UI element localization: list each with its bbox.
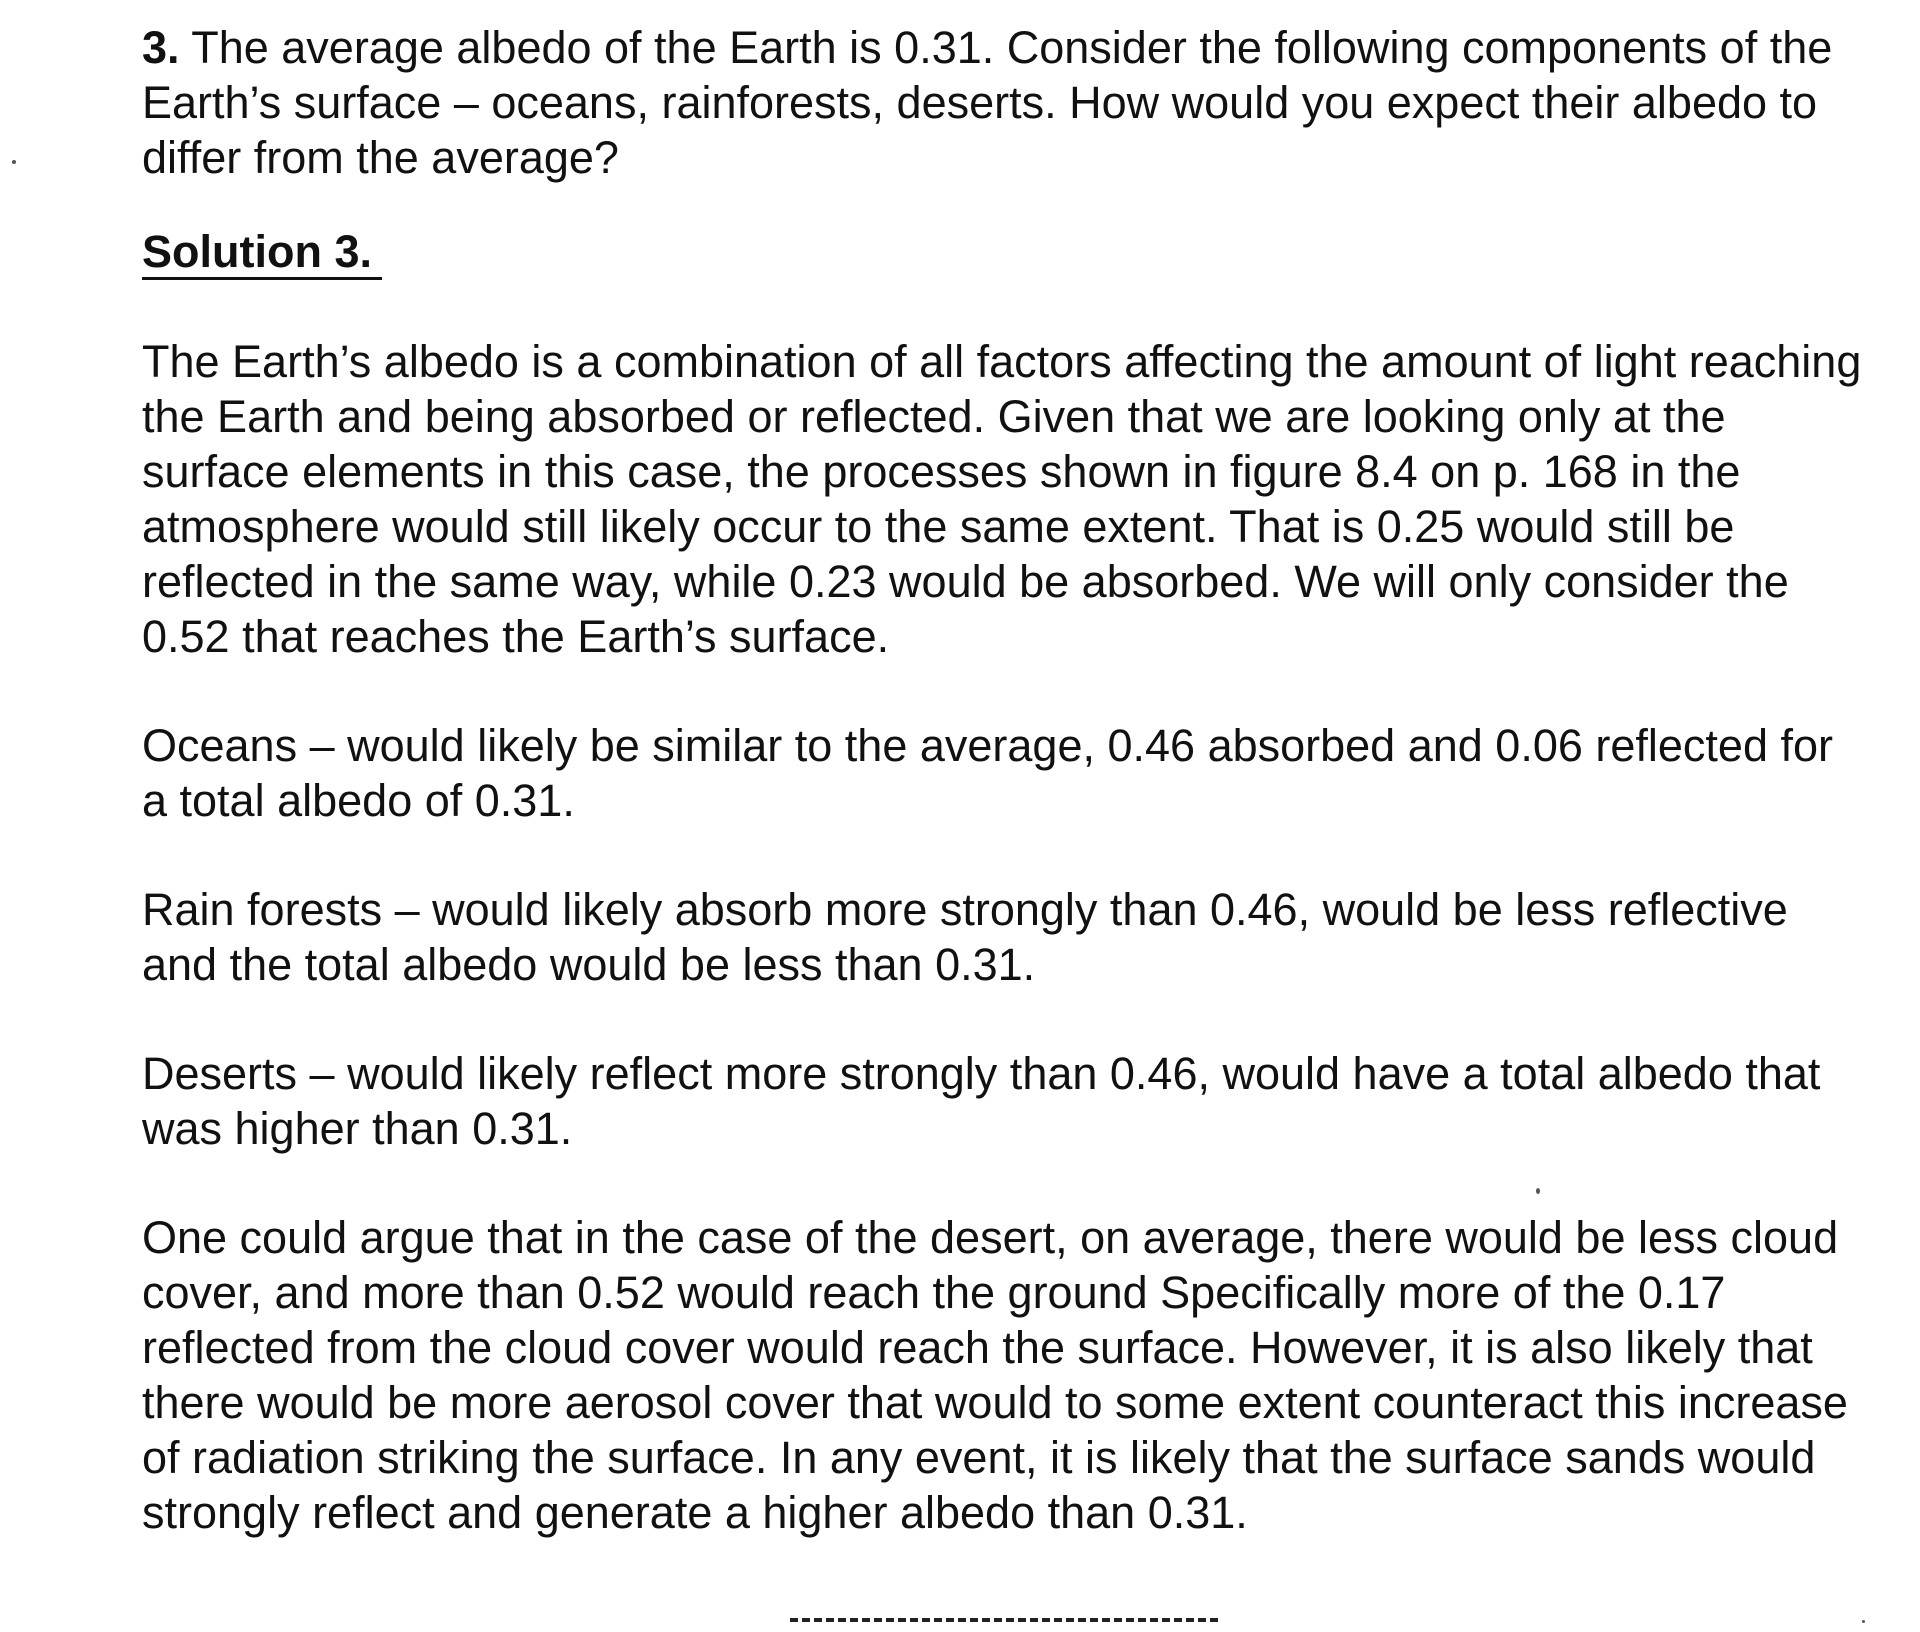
solution-paragraph-argument: One could argue that in the case of the desert, on average, there would be less cloud cover, and more than 0.52 would reach the ground Specifically more of the 0.17 reflected from the cloud cover would reach the surface. However, it is also likely that there would be more aerosol cover that would to some extent counteract this increase of radiation striking the surface. In any event, it is likely that the surface sands would strongly reflect and generate a higher albedo than 0.31. [142,1212,1848,1538]
solution-paragraph-intro: The Earth’s albedo is a combination of all factors affecting the amount of light reaching the Earth and being absorbed or reflected. Given that we are looking only at the surface elements in this case, the processes shown in figure 8.4 on p. 168 in the atmosphere would still likely occur to the same extent. That is 0.25 would still be reflected in the same way, while 0.23 would be absorbed. We will only consider the 0.52 that reaches the Earth’s surface. [142,336,1862,662]
solution-heading-wrapper [142,185,1862,280]
solution-paragraph-deserts: Deserts – would likely reflect more strongly than 0.46, would have a total albedo that was higher than 0.31. [142,1048,1821,1154]
scan-speck [1862,1620,1865,1623]
solution-heading: Solution 3. [142,227,382,280]
question-text: The average albedo of the Earth is 0.31. Consider the following components of the Earth’s surface – oceans, rainforests, deserts. How would you expect their albedo to differ from the average? [142,22,1833,183]
scan-speck [12,160,16,164]
document-page [142,20,1862,1540]
question-number: 3. [142,22,180,73]
scan-speck [1536,1188,1540,1194]
solution-paragraph-rain-forests: Rain forests – would likely absorb more strongly than 0.46, would be less reflective and the total albedo would be less than 0.31. [142,884,1788,990]
question-paragraph [142,20,1862,185]
end-of-section-dashed-rule [790,1618,1218,1622]
solution-paragraph-oceans: Oceans – would likely be similar to the average, 0.46 absorbed and 0.06 reflected for a total albedo of 0.31. [142,720,1833,826]
